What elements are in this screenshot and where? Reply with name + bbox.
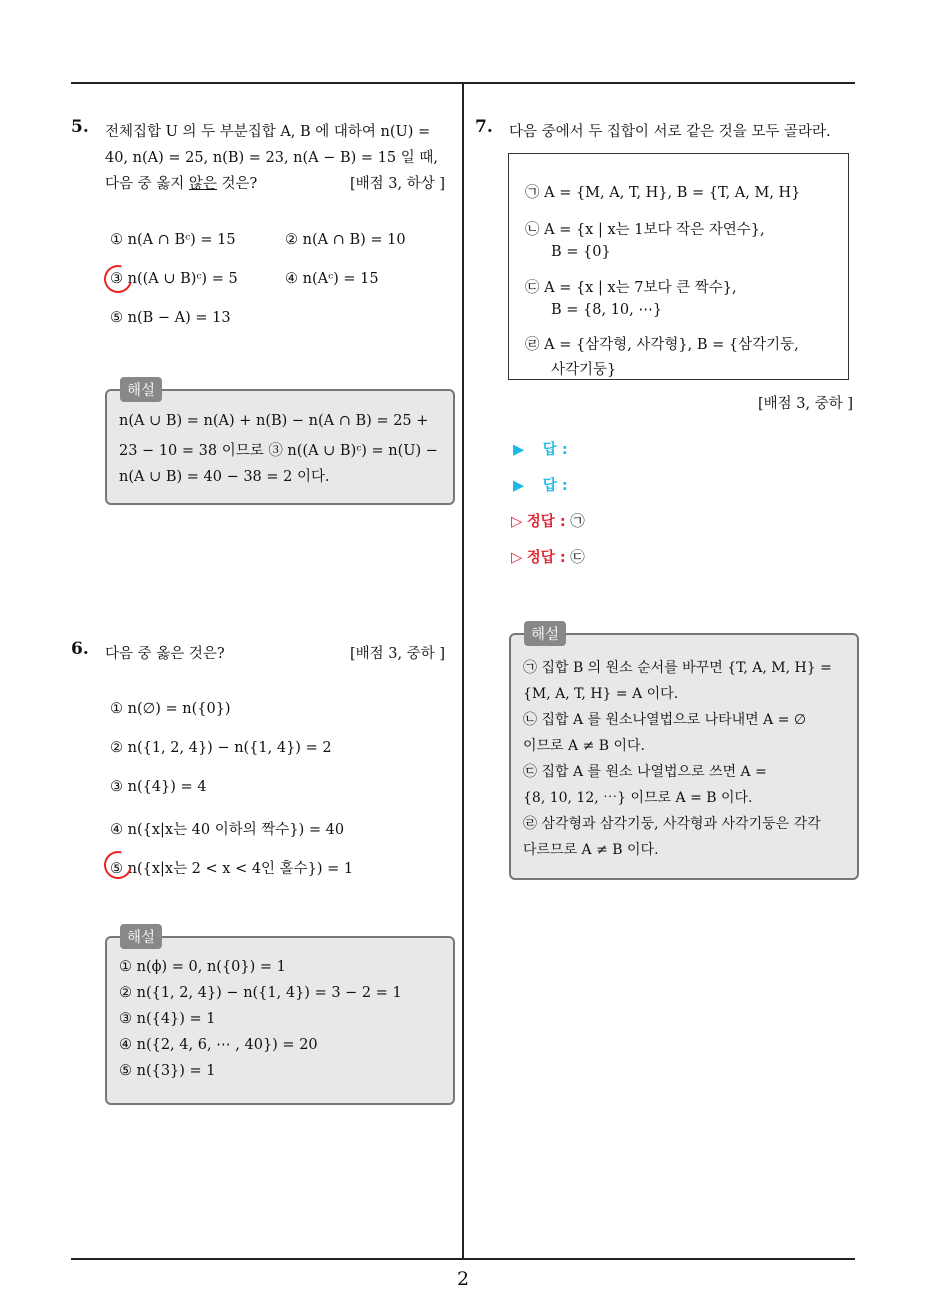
- explanation-line: ① n(ϕ) = 0, n({0}) = 1: [119, 959, 286, 975]
- explanation-line: 다르므로 A ≠ B 이다.: [523, 842, 659, 858]
- explanation-line: ㉠ 집합 B 의 원소 순서를 바꾸면 {T, A, M, H} =: [523, 660, 832, 676]
- emphasis-underline: 않은: [188, 176, 217, 192]
- play-triangle-icon: ▶: [513, 442, 525, 458]
- explanation-line: ④ n({2, 4, 6, ⋯ , 40}) = 20: [119, 1037, 318, 1053]
- choice-3[interactable]: ③ n({4}) = 4: [110, 779, 207, 795]
- question-text-line: 40, n(A) = 25, n(B) = 23, n(A − B) = 15 일 때,: [105, 150, 438, 166]
- column-divider: [462, 82, 464, 1259]
- answer-row: [513, 438, 568, 459]
- answer-row: [513, 474, 568, 495]
- correct-label: 정답 :: [526, 514, 566, 530]
- choice-1[interactable]: ① n(∅) = n({0}): [110, 701, 231, 717]
- play-triangle-icon: ▶: [513, 478, 525, 494]
- set-item-cont: 사각기둥}: [551, 362, 617, 378]
- set-item-cont: B = {0}: [551, 244, 611, 260]
- explanation-line: ② n({1, 2, 4}) − n({1, 4}) = 3 − 2 = 1: [119, 985, 402, 1001]
- correct-answer-row: [511, 546, 585, 567]
- explanation-line: ㉡ 집합 A 를 원소나열법으로 나타내면 A = ∅: [523, 712, 807, 728]
- explanation-label: 해설: [120, 924, 162, 949]
- set-item: ㉡ A = {x | x는 1보다 작은 자연수},: [525, 222, 765, 238]
- question-number: 6.: [71, 639, 89, 659]
- correct-value: ㉠: [570, 514, 585, 530]
- page-number: 2: [456, 1268, 470, 1290]
- explanation-line: {M, A, T, H} = A 이다.: [523, 686, 679, 702]
- answer-label: 답 :: [542, 442, 568, 458]
- outline-triangle-icon: ▷: [511, 550, 523, 566]
- difficulty-tag: [배점 3, 중하 ]: [350, 646, 446, 662]
- set-item: ㉢ A = {x | x는 7보다 큰 짝수},: [525, 280, 737, 296]
- answer-label: 답 :: [542, 478, 568, 494]
- correct-value: ㉢: [570, 550, 585, 566]
- explanation-line: 이므로 A ≠ B 이다.: [523, 738, 645, 754]
- explanation-box: [105, 389, 455, 505]
- question-number: 7.: [475, 117, 493, 137]
- explanation-label: 해설: [524, 621, 566, 646]
- explanation-line: ⑤ n({3}) = 1: [119, 1063, 216, 1079]
- question-text-line: 다음 중 옳지 않은 것은?: [105, 176, 258, 192]
- question-text-line: 전체집합 U 의 두 부분집합 A, B 에 대하여 n(U) =: [105, 124, 431, 140]
- explanation-line: n(A ∪ B) = 40 − 38 = 2 이다.: [119, 469, 330, 485]
- choice-3[interactable]: ③ n((A ∪ B)ᶜ) = 5: [110, 271, 238, 287]
- choice-4[interactable]: ④ n(Aᶜ) = 15: [285, 271, 379, 287]
- set-item: ㉣ A = {삼각형, 사각형}, B = {삼각기둥,: [525, 337, 799, 353]
- explanation-line: 23 − 10 = 38 이므로 ③ n((A ∪ B)ᶜ) = n(U) −: [119, 443, 438, 459]
- difficulty-tag: [배점 3, 중하 ]: [758, 396, 854, 412]
- outline-triangle-icon: ▷: [511, 514, 523, 530]
- explanation-line: n(A ∪ B) = n(A) + n(B) − n(A ∩ B) = 25 +: [119, 413, 429, 429]
- question-number: 5.: [71, 117, 89, 137]
- set-item-cont: B = {8, 10, ⋯}: [551, 302, 663, 318]
- set-item: ㉠ A = {M, A, T, H}, B = {T, A, M, H}: [525, 185, 801, 201]
- explanation-line: ㉢ 집합 A 를 원소 나열법으로 쓰면 A =: [523, 764, 767, 780]
- answer-mark-circle: [99, 260, 137, 298]
- explanation-label: 해설: [120, 377, 162, 402]
- choice-5[interactable]: ⑤ n(B − A) = 13: [110, 310, 231, 326]
- explanation-box: [509, 633, 859, 880]
- explanation-line: ㉣ 삼각형과 삼각기둥, 사각형과 사각기둥은 각각: [523, 816, 821, 832]
- choice-2[interactable]: ② n({1, 2, 4}) − n({1, 4}) = 2: [110, 740, 332, 756]
- explanation-line: {8, 10, 12, ⋯} 이므로 A = B 이다.: [523, 790, 753, 806]
- explanation-box: [105, 936, 455, 1105]
- choice-4[interactable]: ④ n({x|x는 40 이하의 짝수}) = 40: [110, 822, 345, 838]
- explanation-line: ③ n({4}) = 1: [119, 1011, 216, 1027]
- choice-5[interactable]: ⑤ n({x|x는 2 < x < 4인 홀수}) = 1: [110, 861, 354, 877]
- question-text-line: 다음 중에서 두 집합이 서로 같은 것을 모두 골라라.: [509, 124, 831, 140]
- difficulty-tag: [배점 3, 하상 ]: [350, 176, 446, 192]
- choice-2[interactable]: ② n(A ∩ B) = 10: [285, 232, 406, 248]
- sets-box: [508, 153, 849, 380]
- answer-mark-circle: [99, 846, 137, 884]
- question-text-line: 다음 중 옳은 것은?: [105, 646, 225, 662]
- correct-label: 정답 :: [526, 550, 566, 566]
- correct-answer-row: [511, 510, 585, 531]
- choice-1[interactable]: ① n(A ∩ Bᶜ) = 15: [110, 232, 236, 248]
